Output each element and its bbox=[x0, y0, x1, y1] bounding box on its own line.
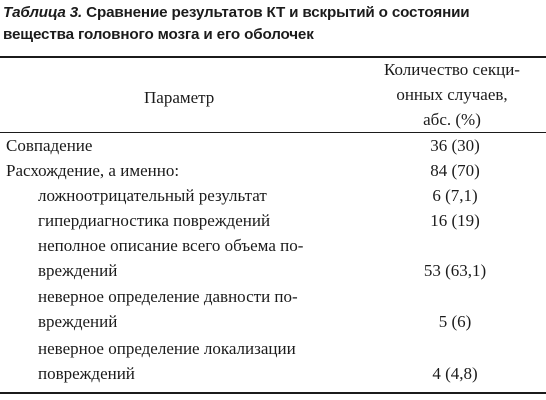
table-title: Сравнение результатов КТ и вскрытий о состоянии вещества головного мозга и его оболочек bbox=[3, 4, 470, 43]
table-row bbox=[0, 336, 546, 386]
row-parameter: Совпадение bbox=[6, 136, 93, 155]
column-header-count-line1: Количество секци- bbox=[384, 60, 520, 79]
row-parameter: ложноотрицательный результат bbox=[38, 186, 267, 205]
row-value: 4 (4,8) bbox=[432, 364, 478, 383]
table-row bbox=[0, 208, 546, 233]
column-header-parameter: Параметр bbox=[144, 88, 215, 107]
row-parameter: Расхождение, а именно: bbox=[6, 161, 180, 180]
table-row bbox=[0, 233, 546, 283]
table-row bbox=[0, 183, 546, 208]
table-caption bbox=[3, 2, 544, 46]
column-header-count-line2: онных случаев, bbox=[396, 85, 508, 104]
row-parameter-line1: неверное определение давности по- bbox=[38, 287, 298, 306]
table-number: Таблица 3. bbox=[3, 4, 83, 21]
table-row bbox=[0, 133, 546, 158]
column-header-count-line3: абс. (%) bbox=[423, 110, 481, 129]
row-parameter-line2: повреждений bbox=[38, 364, 135, 383]
row-value: 6 (7,1) bbox=[432, 186, 478, 205]
column-header-count bbox=[358, 57, 546, 132]
table-row bbox=[0, 158, 546, 183]
row-value: 53 (63,1) bbox=[423, 261, 487, 280]
row-parameter-line2: вреждений bbox=[38, 261, 118, 280]
row-parameter-line1: неполное описание всего объема по- bbox=[38, 236, 304, 255]
row-value: 16 (19) bbox=[430, 211, 480, 230]
table-bottom-rule bbox=[0, 392, 546, 394]
row-value: 84 (70) bbox=[430, 161, 480, 180]
row-parameter: гипердиагностика повреждений bbox=[38, 211, 271, 230]
row-parameter-line2: вреждений bbox=[38, 312, 118, 331]
row-value: 36 (30) bbox=[430, 136, 480, 155]
table-row bbox=[0, 284, 546, 334]
row-value: 5 (6) bbox=[438, 312, 472, 331]
row-parameter-line1: неверное определение локализации bbox=[38, 339, 296, 358]
